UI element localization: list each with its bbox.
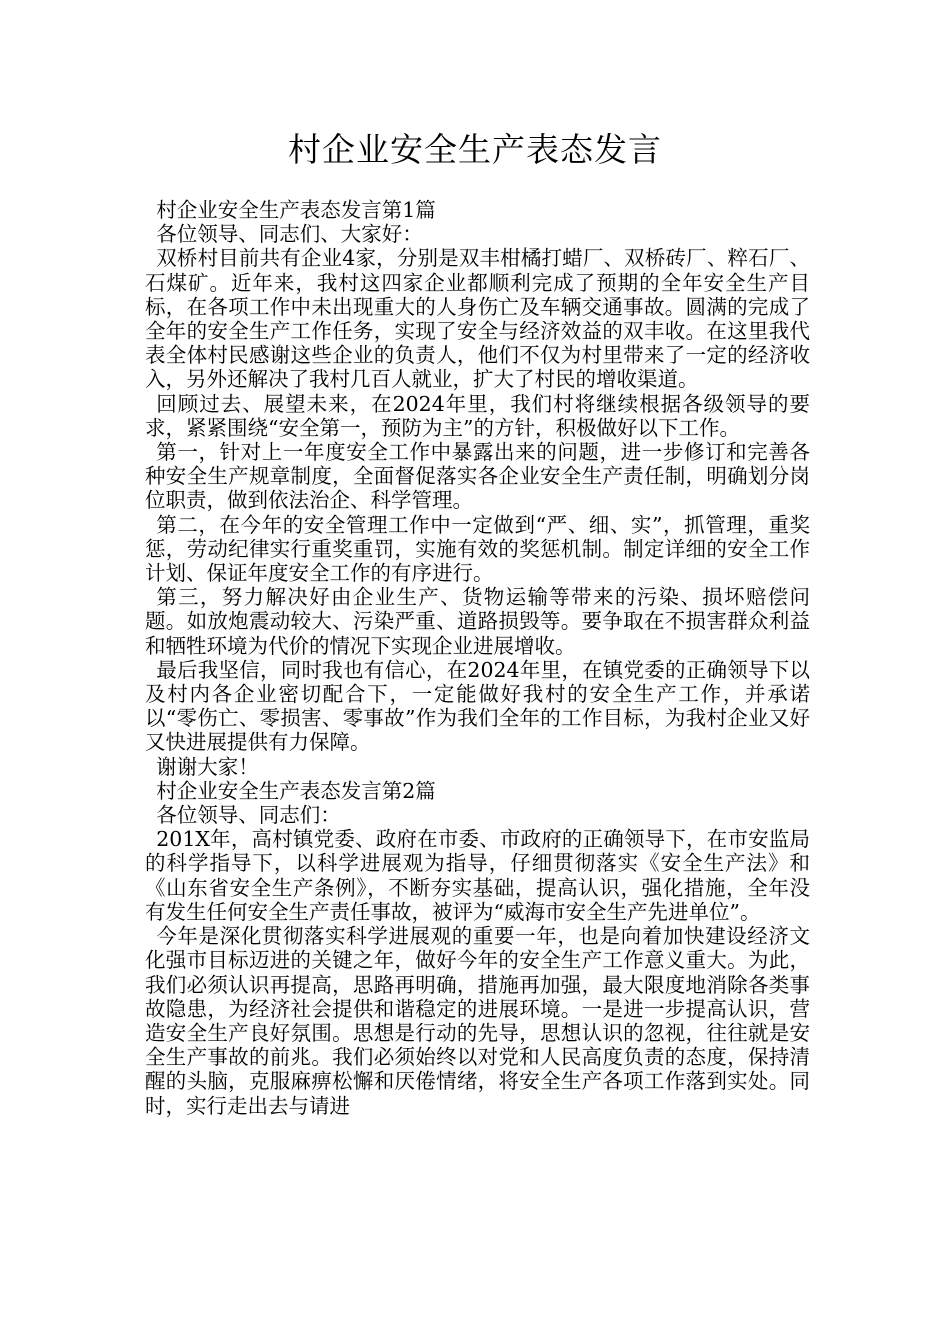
body-paragraph: 201X年，高村镇党委、政府在市委、市政府的正确领导下，在市安监局的科学指导下，以科学进展观为指导，仔细贯彻落实《安全生产法》和《山东省安全生产条例》，不断夯实基础，提高认识，强化措施，全年没有发生任何安全生产责任事故，被评为“威海市安全生产先进单位”。 bbox=[145, 827, 810, 924]
body-paragraph: 回顾过去、展望未来，在2024年里，我们村将继续根据各级领导的要求，紧紧围绕“安全第一，预防为主”的方针，积极做好以下工作。 bbox=[145, 391, 810, 440]
document-body bbox=[145, 198, 810, 1118]
section-heading-1: 村企业安全生产表态发言第1篇 bbox=[156, 198, 436, 222]
body-paragraph: 第二，在今年的安全管理工作中一定做到“严、细、实”，抓管理，重奖惩，劳动纪律实行重奖重罚，实施有效的奖惩机制。制定详细的安全工作计划、保证年度安全工作的有序进行。 bbox=[145, 512, 810, 586]
closing-paragraph: 谢谢大家！ bbox=[156, 754, 259, 779]
body-paragraph: 双桥村目前共有企业4家，分别是双丰柑橘打蜡厂、双桥砖厂、粹石厂、石煤矿。近年来，我村这四家企业都顺利完成了预期的全年安全生产目标，在各项工作中未出现重大的人身伤亡及车辆交通事故。圆满的完成了全年的安全生产工作任务，实现了安全与经济效益的双丰收。在这里我代表全体村民感谢这些企业的负责人，他们不仅为村里带来了一定的经济收入，另外还解决了我村几百人就业，扩大了村民的增收渠道。 bbox=[145, 246, 810, 392]
section-heading-2: 村企业安全生产表态发言第2篇 bbox=[156, 778, 436, 803]
body-paragraph: 第三，努力解决好由企业生产、货物运输等带来的污染、损坏赔偿问题。如放炮震动较大、污染严重、道路损毁等。要争取在不损害群众利益和牺牲环境为代价的情况下实现企业进展增收。 bbox=[145, 585, 810, 658]
body-paragraph: 最后我坚信，同时我也有信心，在2024年里，在镇党委的正确领导下以及村内各企业密切配合下，一定能做好我村的安全生产工作，并承诺以“零伤亡、零损害、零事故”作为我们全年的工作目标，为我村企业又好又快进展提供有力保障。 bbox=[145, 657, 810, 755]
body-paragraph: 第一，针对上一年度安全工作中暴露出来的问题，进一步修订和完善各种安全生产规章制度，全面督促落实各企业安全生产责任制，明确划分岗位职责，做到依法治企、科学管理。 bbox=[145, 440, 810, 513]
greeting-paragraph: 各位领导、同志们： bbox=[156, 803, 341, 828]
greeting-paragraph: 各位领导、同志们、大家好： bbox=[156, 222, 423, 247]
body-paragraph: 今年是深化贯彻落实科学进展观的重要一年，也是向着加快建设经济文化强市目标迈进的关键之年，做好今年的安全生产工作意义重大。为此，我们必须认识再提高，思路再明确，措施再加强，最大限度地消除各类事故隐患，为经济社会提供和谐稳定的进展环境。一是进一步提高认识，营造安全生产良好氛围。思想是行动的先导，思想认识的忽视，往往就是安全生产事故的前兆。我们必须始终以对党和人民高度负责的态度，保持清醒的头脑，克服麻痹松懈和厌倦情绪，将安全生产各项工作落到实处。同时，实行走出去与请进 bbox=[145, 924, 810, 1118]
document-title: 村企业安全生产表态发言 bbox=[288, 130, 662, 169]
